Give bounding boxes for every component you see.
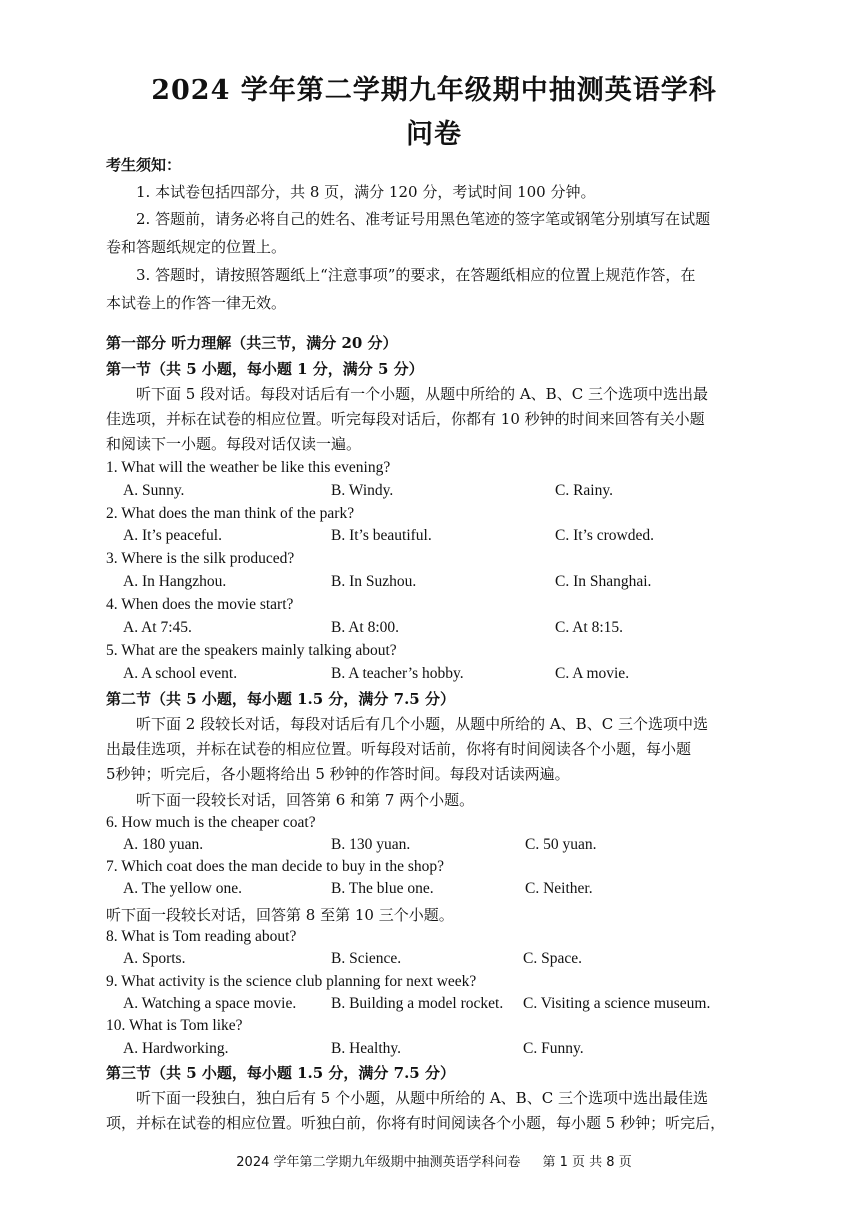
notice-item-3: 3. 答题时，请按照答题纸上“注意事项”的要求，在答题纸相应的位置上规范作答，在 bbox=[136, 266, 696, 284]
question-3: 3. Where is the silk produced? bbox=[106, 550, 295, 567]
q7-option-c: C. Neither. bbox=[525, 880, 593, 897]
q8-option-b: B. Science. bbox=[331, 950, 402, 967]
section2-instructions-end: 5秒钟；听完后，各小题将给出 5 秒钟的作答时间。每段对话读两遍。 bbox=[106, 765, 570, 783]
q6-option-b: B. 130 yuan. bbox=[331, 836, 411, 853]
q8-option-c: C. Space. bbox=[523, 950, 582, 967]
exam-subtitle: 问卷 bbox=[406, 119, 462, 150]
section2-subinstruction-2: 听下面一段较长对话，回答第 8 至第 10 三个小题。 bbox=[106, 906, 454, 924]
section1-instructions-cont: 佳选项，并标在试卷的相应位置。听完每段对话后，你都有 10 秒钟的时间来回答有关小题 bbox=[106, 410, 705, 428]
page-footer bbox=[0, 1151, 868, 1170]
q4-option-c: C. At 8:15. bbox=[555, 619, 624, 636]
q3-option-a: A. In Hangzhou. bbox=[123, 573, 227, 590]
notice-item-2-cont: 卷和答题纸规定的位置上。 bbox=[106, 238, 287, 256]
question-10: 10. What is Tom like? bbox=[106, 1017, 243, 1034]
q3-option-b: B. In Suzhou. bbox=[331, 573, 417, 590]
section2-subinstruction-1: 听下面一段较长对话，回答第 6 和第 7 两个小题。 bbox=[136, 791, 475, 809]
question-7: 7. Which coat does the man decide to buy in the shop? bbox=[106, 858, 445, 875]
q6-option-a: A. 180 yuan. bbox=[123, 836, 204, 853]
q1-option-b: B. Windy. bbox=[331, 482, 394, 499]
question-1: 1. What will the weather be like this evening? bbox=[106, 459, 391, 476]
question-9: 9. What activity is the science club planning for next week? bbox=[106, 973, 477, 990]
q6-option-c: C. 50 yuan. bbox=[525, 836, 597, 853]
q2-option-c: C. It’s crowded. bbox=[555, 527, 655, 544]
q5-option-b: B. A teacher’s hobby. bbox=[331, 665, 464, 682]
section3-instructions: 听下面一段独白，独白后有 5 个小题，从题中所给的 A、B、C 三个选项中选出最佳选 bbox=[136, 1089, 708, 1107]
question-2: 2. What does the man think of the park? bbox=[106, 505, 355, 522]
q3-option-c: C. In Shanghai. bbox=[555, 573, 652, 590]
q7-option-b: B. The blue one. bbox=[331, 880, 434, 897]
q10-option-c: C. Funny. bbox=[523, 1040, 584, 1057]
q1-option-a: A. Sunny. bbox=[123, 482, 185, 499]
section2-heading: 第二节（共 5 小题，每小题 1.5 分，满分 7.5 分） bbox=[106, 690, 455, 708]
q2-option-b: B. It’s beautiful. bbox=[331, 527, 432, 544]
q9-option-a: A. Watching a space movie. bbox=[123, 995, 297, 1012]
notice-item-2: 2. 答题前，请务必将自己的姓名、准考证号用黑色笔迹的签字笔或钢笔分别填写在试题 bbox=[136, 210, 711, 228]
notice-heading: 考生须知： bbox=[106, 156, 182, 174]
q4-option-b: B. At 8:00. bbox=[331, 619, 400, 636]
q10-option-b: B. Healthy. bbox=[331, 1040, 402, 1057]
section3-instructions-cont: 项，并标在试卷的相应位置。听独白前，你将有时间阅读各个小题，每小题 5 秒钟；听完后， bbox=[106, 1114, 726, 1132]
section2-instructions: 听下面 2 段较长对话，每段对话后有几个小题，从题中所给的 A、B、C 三个选项中选 bbox=[136, 715, 708, 733]
q10-option-a: A. Hardworking. bbox=[123, 1040, 229, 1057]
section2-instructions-cont: 出最佳选项，并标在试卷的相应位置。听每段对话前，你将有时间阅读各个小题，每小题 bbox=[106, 740, 692, 758]
question-6: 6. How much is the cheaper coat? bbox=[106, 814, 316, 831]
q7-option-a: A. The yellow one. bbox=[123, 880, 242, 897]
q4-option-a: A. At 7:45. bbox=[123, 619, 192, 636]
q2-option-a: A. It’s peaceful. bbox=[123, 527, 222, 544]
question-5: 5. What are the speakers mainly talking about? bbox=[106, 642, 397, 659]
question-4: 4. When does the movie start? bbox=[106, 596, 294, 613]
section1-heading: 第一节（共 5 小题，每小题 1 分，满分 5 分） bbox=[106, 360, 424, 378]
q9-option-b: B. Building a model rocket. bbox=[331, 995, 504, 1012]
exam-title: 2024 学年第二学期九年级期中抽测英语学科 bbox=[151, 75, 717, 106]
q8-option-a: A. Sports. bbox=[123, 950, 186, 967]
q5-option-a: A. A school event. bbox=[123, 665, 238, 682]
q1-option-c: C. Rainy. bbox=[555, 482, 613, 499]
notice-item-3-cont: 本试卷上的作答一律无效。 bbox=[106, 294, 287, 312]
footer-page-number: 第 1 页 共 8 页 bbox=[542, 1155, 632, 1170]
question-8: 8. What is Tom reading about? bbox=[106, 928, 297, 945]
section1-instructions: 听下面 5 段对话。每段对话后有一个小题，从题中所给的 A、B、C 三个选项中选出最 bbox=[136, 385, 708, 403]
section1-instructions-end: 和阅读下一小题。每段对话仅读一遍。 bbox=[106, 435, 362, 453]
part1-heading: 第一部分 听力理解（共三节，满分 20 分） bbox=[106, 334, 398, 352]
q9-option-c: C. Visiting a science museum. bbox=[523, 995, 711, 1012]
notice-item-1: 1. 本试卷包括四部分，共 8 页，满分 120 分，考试时间 100 分钟。 bbox=[136, 183, 596, 201]
q5-option-c: C. A movie. bbox=[555, 665, 630, 682]
section3-heading: 第三节（共 5 小题，每小题 1.5 分，满分 7.5 分） bbox=[106, 1064, 455, 1082]
footer-title: 2024 学年第二学期九年级期中抽测英语学科问卷 bbox=[236, 1155, 521, 1170]
